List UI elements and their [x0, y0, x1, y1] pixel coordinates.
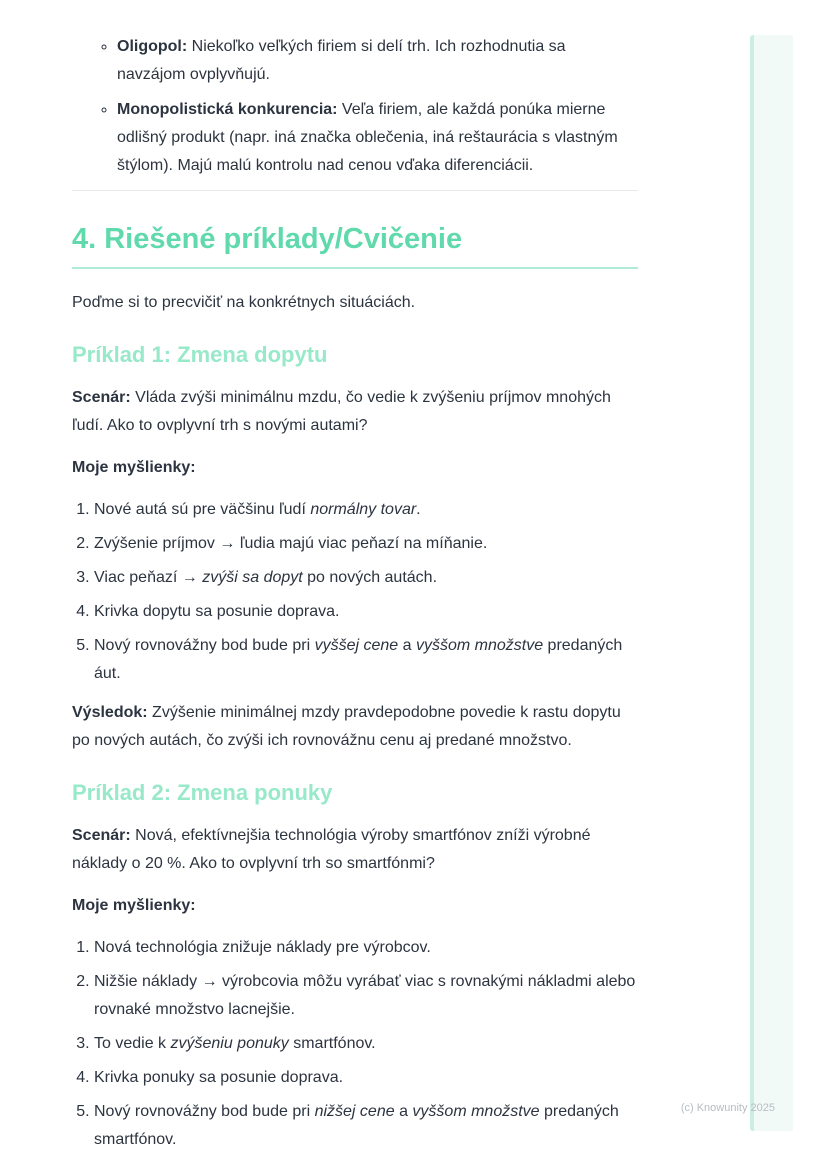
- thoughts-label-text: Moje myšlienky:: [72, 459, 196, 476]
- example1-heading: Príklad 1: Zmena dopytu: [72, 342, 328, 367]
- thoughts-list: [72, 496, 638, 688]
- term-description: Veľa firiem, ale každá ponúka mierne odlišný produkt (napr. iná značka oblečenia, iná reštaurácia s vlastným štýlom). Majú malú kontrolu nad cenou vďaka diferenciácii.: [117, 101, 618, 174]
- scenario-text: Vláda zvýši minimálnu mzdu, čo vedie k zvýšeniu príjmov mnohých ľudí. Ako to ovplyvní trh s novými autami?: [72, 389, 611, 434]
- scenario-label: Scenár:: [72, 389, 131, 406]
- step-text: Krivka dopytu sa posunie doprava.: [94, 603, 340, 620]
- list-item: [94, 934, 638, 962]
- step-text: a: [394, 1103, 413, 1120]
- scenario-label: Scenár:: [72, 827, 131, 844]
- step-emphasis: normálny tovar: [310, 501, 417, 518]
- thoughts-label: [72, 454, 638, 482]
- list-item: [94, 530, 638, 558]
- section-divider: [72, 190, 638, 191]
- step-emphasis: zvýši sa dopyt: [202, 569, 303, 586]
- scenario-paragraph: [72, 384, 638, 440]
- document-content: [72, 0, 638, 1160]
- page-edge-accent: [750, 35, 793, 1131]
- market-structures-list: [72, 0, 638, 180]
- thoughts-list: [72, 934, 638, 1154]
- step-text: Nová technológia znižuje náklady pre výrobcov.: [94, 939, 431, 956]
- step-text: Nižšie náklady → výrobcovia môžu vyrábať viac s rovnakými nákladmi alebo rovnaké množstvo lacnejšie.: [94, 973, 636, 1018]
- step-text: predaných áut.: [94, 637, 623, 682]
- thoughts-label-text: Moje myšlienky:: [72, 897, 196, 914]
- thoughts-label: [72, 892, 638, 920]
- step-text: a: [398, 637, 416, 654]
- copyright-notice: (c) Knowunity 2025: [680, 1102, 775, 1114]
- list-item: [117, 96, 638, 180]
- step-text: .: [416, 501, 421, 518]
- step-text: Nový rovnovážny bod bude pri: [94, 1103, 315, 1120]
- step-emphasis: vyššom množstve: [412, 1103, 540, 1120]
- scenario-paragraph: [72, 822, 638, 878]
- step-emphasis: zvýšeniu ponuky: [170, 1035, 289, 1052]
- step-text: Krivka ponuky sa posunie doprava.: [94, 1069, 344, 1086]
- result-label: Výsledok:: [72, 704, 148, 721]
- step-emphasis: vyššom množstve: [415, 637, 544, 654]
- step-text: Nový rovnovážny bod bude pri: [94, 637, 315, 654]
- list-item: [94, 598, 638, 626]
- section-heading: 4. Riešené príklady/Cvičenie: [72, 220, 638, 269]
- step-text: Viac peňazí →: [94, 569, 203, 586]
- list-item: [94, 968, 638, 1024]
- step-text: Zvýšenie príjmov → ľudia majú viac peňazí na míňanie.: [94, 535, 488, 552]
- result-text: Zvýšenie minimálnej mzdy pravdepodobne povedie k rastu dopytu po nových autách, čo zvýši ich rovnovážnu cenu aj predané množstvo.: [72, 704, 621, 749]
- step-emphasis: vyššej cene: [314, 637, 399, 654]
- term-label: Monopolistická konkurencia:: [117, 101, 338, 118]
- step-text: To vedie k: [94, 1035, 171, 1052]
- list-item: [94, 1030, 638, 1058]
- step-text: predaných smartfónov.: [94, 1103, 619, 1148]
- step-text: smartfónov.: [288, 1035, 376, 1052]
- step-text: Nové autá sú pre väčšinu ľudí: [94, 501, 311, 518]
- result-paragraph: [72, 699, 638, 755]
- example2-heading: Príklad 2: Zmena ponuky: [72, 780, 333, 805]
- step-text: po nových autách.: [302, 569, 438, 586]
- section-intro: Poďme si to precvičiť na konkrétnych situáciách.: [72, 294, 416, 311]
- scenario-text: Nová, efektívnejšia technológia výroby smartfónov zníži výrobné náklady o 20 %. Ako to ovplyvní trh so smartfónmi?: [72, 827, 591, 872]
- list-item: [94, 632, 638, 688]
- list-item: [94, 564, 638, 592]
- step-emphasis: nižšej cene: [314, 1103, 395, 1120]
- term-description: Niekoľko veľkých firiem si delí trh. Ich rozhodnutia sa navzájom ovplyvňujú.: [117, 38, 566, 83]
- list-item: [94, 1098, 638, 1154]
- list-item: [94, 496, 638, 524]
- list-item: [94, 1064, 638, 1092]
- list-item: [117, 33, 638, 89]
- term-label: Oligopol:: [117, 38, 188, 55]
